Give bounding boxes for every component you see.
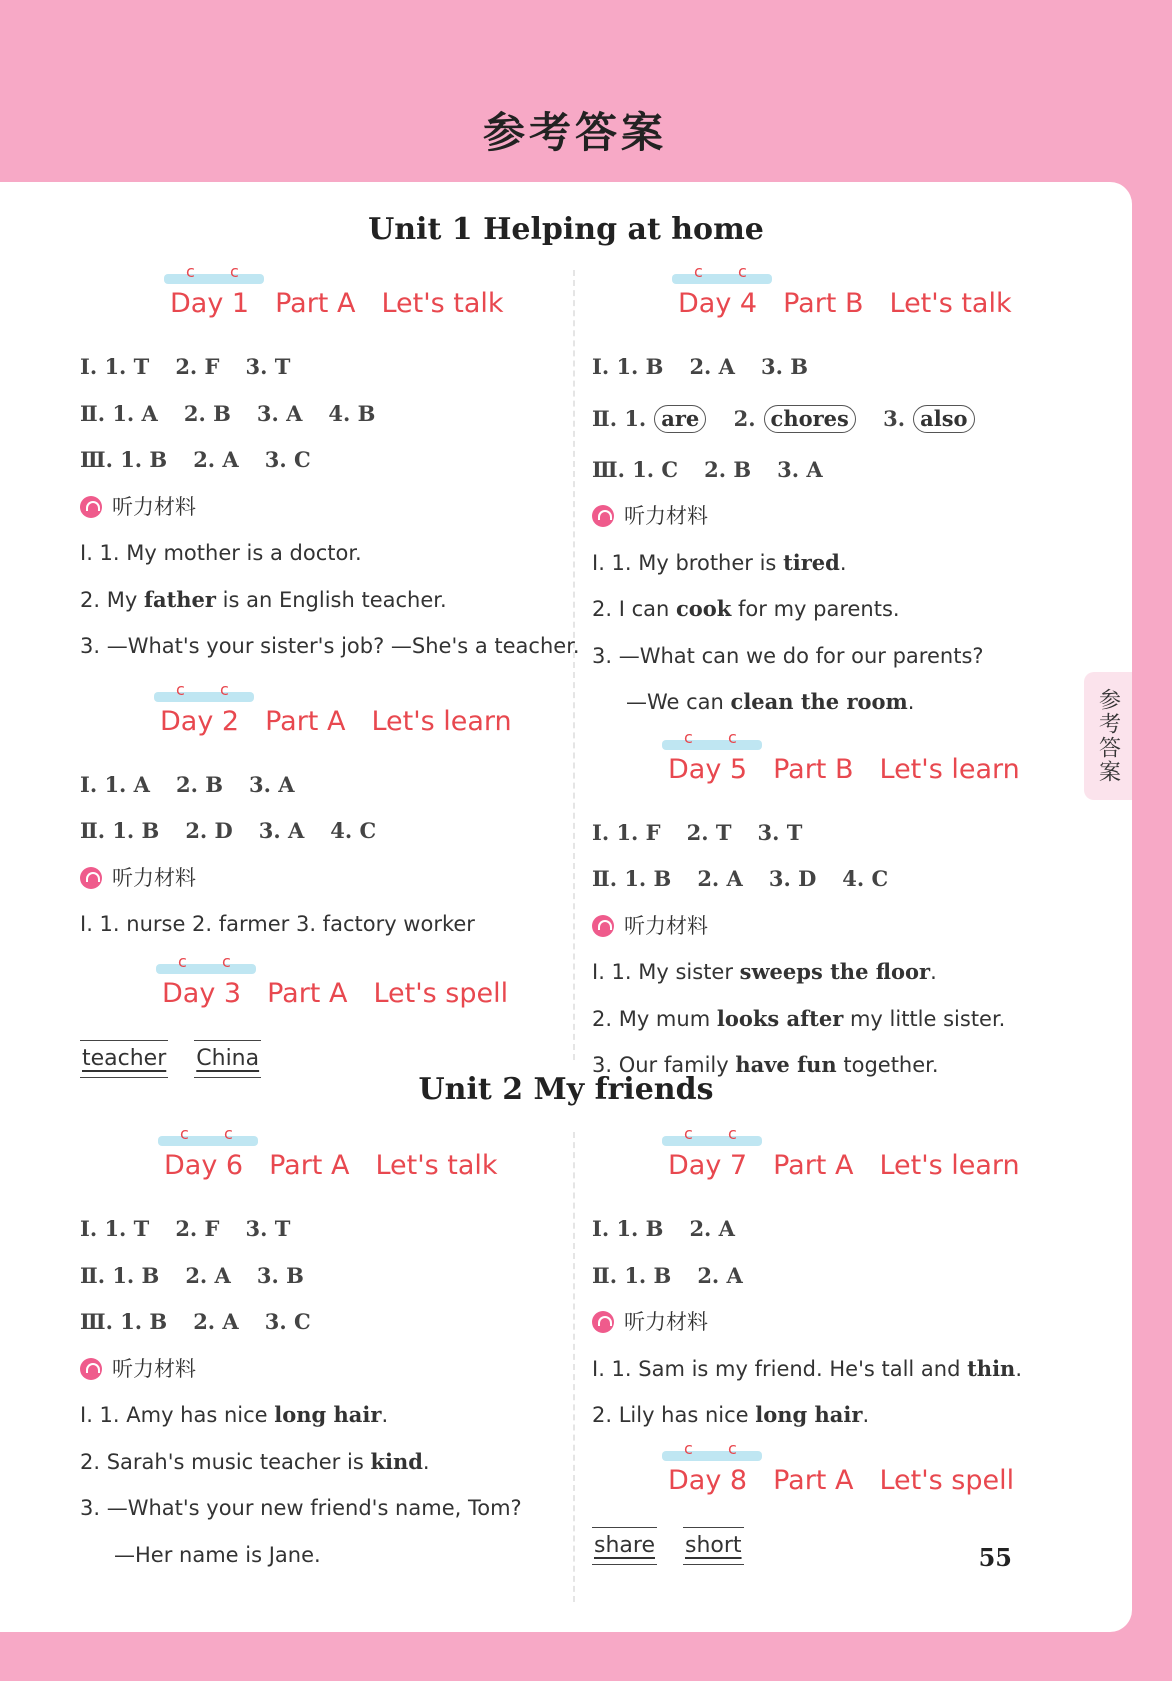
day4-listening-3: 3. —What can we do for our parents? (592, 643, 984, 668)
day5-answers-2: Ⅱ. 1. B 2. A 3. D 4. C (592, 866, 889, 891)
spell-word: teacher (80, 1040, 168, 1078)
day7-answers-1: Ⅰ. 1. B 2. A (592, 1216, 735, 1241)
day1-answers-1: Ⅰ. 1. T 2. F 3. T (80, 354, 291, 379)
day5-header: c c Day 5 Part B Let's learn (668, 738, 1072, 810)
day2-listening-1: Ⅰ. 1. nurse 2. farmer 3. factory worker (80, 912, 475, 936)
day1-listening-3: 3. —What's your sister's job? —She's a teacher. (80, 634, 580, 658)
page-number: 55 (978, 1543, 1012, 1572)
day3-header: c c Day 3 Part A Let's spell (162, 962, 560, 1034)
listening-material-label: 听力材料 (80, 484, 560, 531)
decoration-icon (662, 1451, 762, 1461)
circled-word: are (654, 405, 706, 433)
page-title: 参考答案 (482, 108, 667, 157)
day5-listening-2: 2. My mum looks after my little sister. (592, 1005, 1006, 1031)
listening-material-label: 听力材料 (592, 1299, 1072, 1346)
decoration-icon (662, 740, 762, 750)
day5-listening-3: 3. Our family have fun together. (592, 1052, 939, 1077)
answer-card (0, 182, 1132, 1632)
day7-answers-2: Ⅱ. 1. B 2. A (592, 1262, 743, 1288)
day2-answers-2: Ⅱ. 1. B 2. D 3. A 4. C (80, 818, 377, 843)
day6-answers-1: Ⅰ. 1. T 2. F 3. T (80, 1216, 291, 1241)
decoration-icon (154, 692, 254, 702)
day6-answers-2: Ⅱ. 1. B 2. A 3. B (80, 1262, 304, 1288)
headphones-icon (80, 867, 102, 889)
day7-listening-1: Ⅰ. 1. Sam is my friend. He's tall and thin. (592, 1355, 1023, 1381)
decoration-icon (662, 1136, 762, 1146)
day6-answers-3: Ⅲ. 1. B 2. A 3. C (80, 1309, 311, 1334)
spell-word: China (194, 1040, 261, 1078)
listening-material-label: 听力材料 (592, 493, 1072, 540)
day2-answers-1: Ⅰ. 1. A 2. B 3. A (80, 771, 295, 797)
day8-header: c c Day 8 Part A Let's spell (668, 1449, 1072, 1521)
day1-header: c c Day 1 Part A Let's talk (170, 272, 560, 344)
day4-answers-2: Ⅱ. 1. are 2. chores 3. also (592, 391, 1072, 447)
day6-listening-4: —Her name is Jane. (114, 1542, 321, 1567)
day4-answers-3: Ⅲ. 1. C 2. B 3. A (592, 456, 823, 482)
listening-material-label: 听力材料 (80, 1346, 560, 1393)
day6-listening-1: Ⅰ. 1. Amy has nice long hair. (80, 1402, 389, 1427)
listening-material-label: 听力材料 (80, 855, 560, 902)
headphones-icon (592, 915, 614, 937)
decoration-icon (158, 1136, 258, 1146)
day5-answers-1: Ⅰ. 1. F 2. T 3. T (592, 819, 803, 845)
day4-listening-2: 2. I can cook for my parents. (592, 596, 900, 621)
day7-listening-2: 2. Lily has nice long hair. (592, 1402, 870, 1427)
day4-listening-4: —We can clean the room. (626, 689, 915, 714)
day2-header: c c Day 2 Part A Let's learn (160, 690, 560, 762)
day7-header: c c Day 7 Part A Let's learn (668, 1134, 1072, 1206)
day4-header: c c Day 4 Part B Let's talk (678, 272, 1072, 344)
day6-header: c c Day 6 Part A Let's talk (164, 1134, 560, 1206)
side-tab: 参考答案 (1084, 672, 1132, 800)
unit2-title: Unit 2 My friends (418, 1072, 714, 1107)
decoration-icon (164, 274, 264, 284)
day6-listening-3: 3. —What's your new friend's name, Tom? (80, 1496, 522, 1520)
headphones-icon (592, 1311, 614, 1333)
headphones-icon (592, 505, 614, 527)
day1-listening-2: 2. My father is an English teacher. (80, 586, 447, 612)
decoration-icon (156, 964, 256, 974)
decoration-icon (672, 274, 772, 284)
headphones-icon (80, 496, 102, 518)
circled-word: also (913, 405, 974, 433)
listening-material-label: 听力材料 (592, 903, 1072, 950)
day4-answers-1: Ⅰ. 1. B 2. A 3. B (592, 354, 808, 379)
day6-listening-2: 2. Sarah's music teacher is kind. (80, 1448, 430, 1474)
unit2-left-column (80, 1134, 560, 1578)
spell-word: share (592, 1527, 657, 1565)
column-divider (573, 1132, 575, 1602)
circled-word: chores (764, 405, 856, 433)
unit1-right-column (592, 272, 1072, 1089)
unit1-title: Unit 1 Helping at home (368, 212, 764, 247)
column-divider (573, 270, 575, 1060)
day5-listening-1: Ⅰ. 1. My sister sweeps the floor. (592, 959, 937, 984)
unit1-left-column (80, 272, 580, 1078)
day1-answers-3: Ⅲ. 1. B 2. A 3. C (80, 447, 311, 472)
headphones-icon (80, 1358, 102, 1380)
day1-listening-1: Ⅰ. 1. My mother is a doctor. (80, 541, 362, 565)
spell-word: short (683, 1527, 744, 1565)
day3-spell-words (80, 1034, 560, 1078)
day1-answers-2: Ⅱ. 1. A 2. B 3. A 4. B (80, 400, 376, 426)
unit2-right-column (592, 1134, 1072, 1565)
day4-listening-1: Ⅰ. 1. My brother is tired. (592, 549, 847, 575)
